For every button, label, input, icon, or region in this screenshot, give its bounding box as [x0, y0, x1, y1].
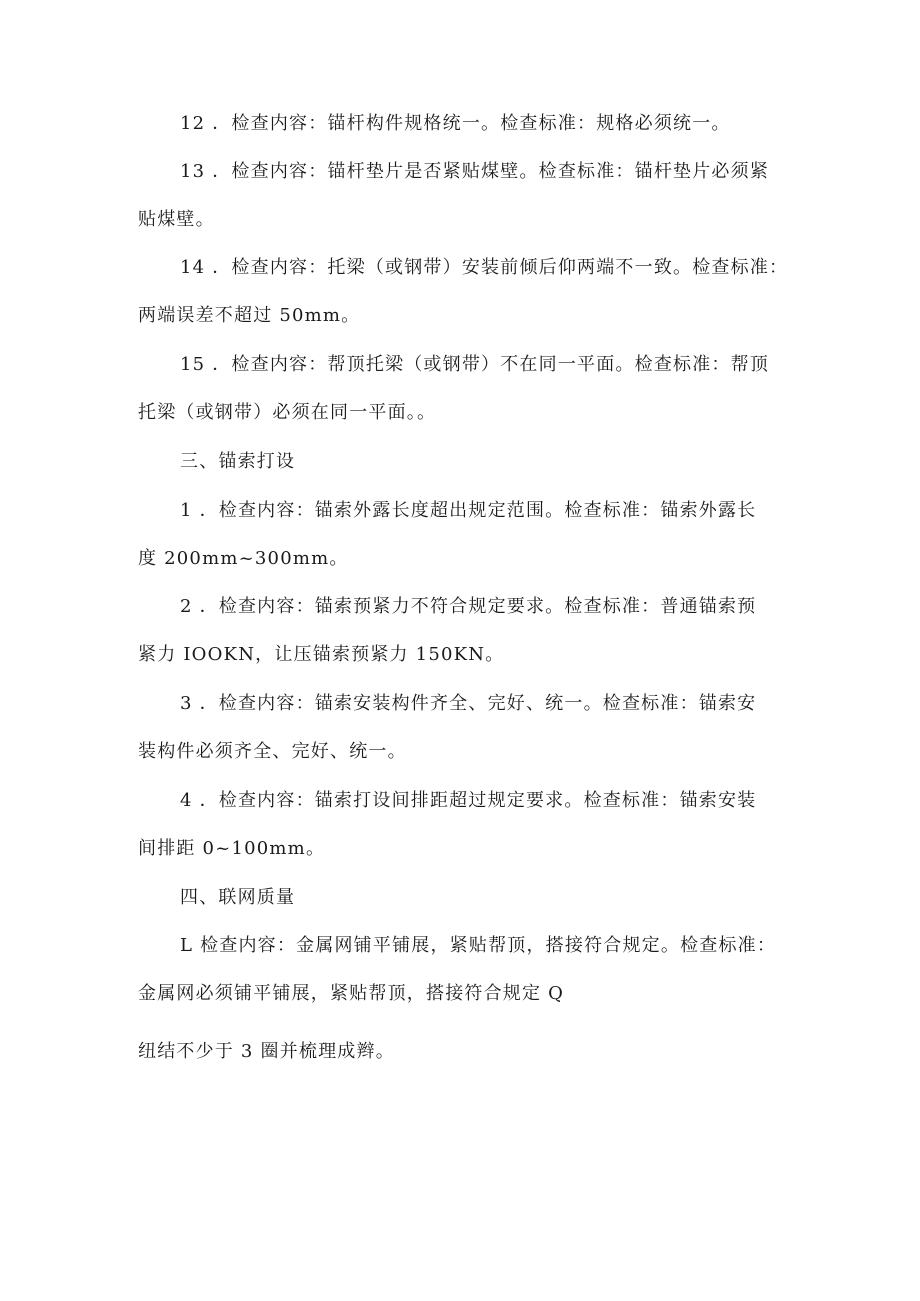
text-line: 度 200mm~300mm。: [138, 548, 349, 569]
paragraph-item-13: [138, 148, 788, 244]
text-line: 金属网必须铺平铺展，紧贴帮顶，搭接符合规定 Q: [138, 983, 565, 1004]
section-heading-mesh-quality: [138, 874, 788, 922]
text-line: 间排距 0~100mm。: [138, 838, 326, 859]
text-line: 13 ．检查内容：锚杆垫片是否紧贴煤壁。检查标准：锚杆垫片必须紧: [180, 161, 770, 182]
text-line: 两端误差不超过 50mm。: [138, 305, 361, 326]
paragraph-item-3: [138, 680, 788, 776]
text-line: 3 ．检查内容：锚索安装构件齐全、完好、统一。检查标准：锚索安: [180, 693, 757, 714]
paragraph-item-2: [138, 583, 788, 679]
text-line: 四、联网质量: [180, 887, 296, 908]
text-line: 2 ．检查内容：锚索预紧力不符合规定要求。检查标准：普通锚索预: [180, 596, 757, 617]
text-line: 三、锚索打设: [180, 451, 296, 472]
paragraph-item-14: [138, 244, 788, 340]
text-line: 纽结不少于 3 圈并梳理成辫。: [138, 1041, 395, 1062]
text-line: 4 ．检查内容：锚索打设间排距超过规定要求。检查标准：锚索安装: [180, 790, 757, 811]
text-line: 托梁（或钢带）必须在同一平面。。: [138, 402, 437, 423]
text-line: L 检查内容：金属网铺平铺展，紧贴帮顶，搭接符合规定。检查标准：: [180, 935, 777, 956]
text-line: 贴煤壁。: [138, 209, 215, 230]
paragraph-mesh-knot: [138, 1028, 788, 1076]
text-line: 15 ．检查内容：帮顶托梁（或钢带）不在同一平面。检查标准：帮顶: [180, 354, 770, 375]
paragraph-item-15: [138, 341, 788, 437]
paragraph-item-4: [138, 777, 788, 873]
text-line: 12 ．检查内容：锚杆构件规格统一。检查标准：规格必须统一。: [180, 113, 731, 134]
text-line: 紧力 IOOKN，让压锚索预紧力 150KN。: [138, 644, 505, 665]
text-line: 14 ．检查内容：托梁（或钢带）安装前倾后仰两端不一致。检查标准：: [180, 257, 789, 278]
paragraph-item-mesh-1: [138, 922, 788, 1018]
text-line: 装构件必须齐全、完好、统一。: [138, 741, 407, 762]
text-line: 1 ．检查内容：锚索外露长度超出规定范围。检查标准：锚索外露长: [180, 500, 757, 521]
section-heading-anchor-cable: [138, 438, 788, 486]
paragraph-item-1: [138, 487, 788, 583]
paragraph-item-12: [138, 100, 788, 148]
